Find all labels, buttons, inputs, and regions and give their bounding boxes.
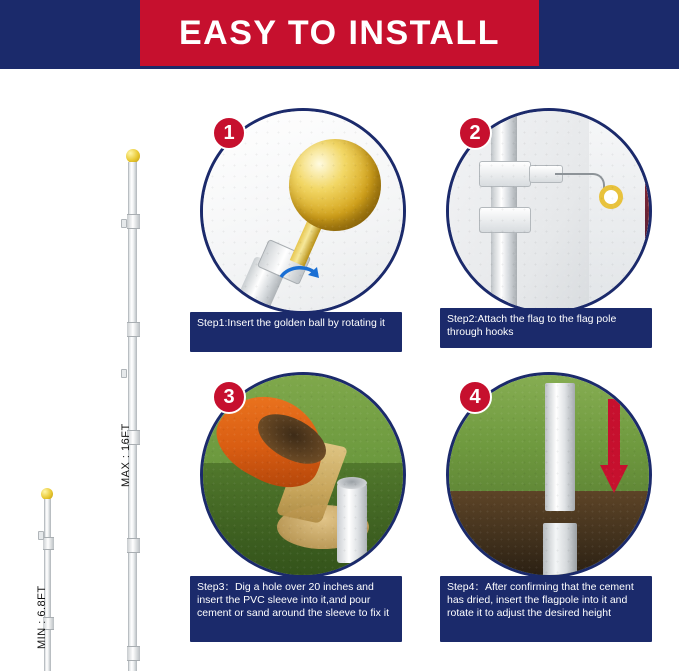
step-4-badge: 4 <box>458 380 492 414</box>
page-title: EASY TO INSTALL <box>179 13 500 52</box>
step-2-badge: 2 <box>458 116 492 150</box>
max-height-label: MAX : 16FT <box>120 423 132 487</box>
step-2-caption: Step2:Attach the flag to the flag pole through hooks <box>440 308 652 348</box>
rotate-arrow-icon <box>277 261 321 285</box>
step-1-badge: 1 <box>212 116 246 150</box>
gold-ball-icon-tall-pole <box>126 149 140 163</box>
pole-joint <box>127 646 140 661</box>
flag-clip-icon <box>121 219 127 228</box>
flag-clip-icon <box>121 369 127 378</box>
pole-joint <box>43 537 54 550</box>
pole-joint <box>127 538 140 553</box>
min-height-label: MIN : 6.8FT <box>36 585 48 649</box>
step-3-badge: 3 <box>212 380 246 414</box>
product-dimension-diagram <box>0 69 200 671</box>
flagpole-max-height <box>128 162 137 671</box>
step-4-caption: Step4：After confirming that the cement has dried, insert the flagpole into it and rotate it to adjust the desired height <box>440 576 652 642</box>
step-1-caption: Step1:Insert the golden ball by rotating it <box>190 312 402 352</box>
pole-joint <box>127 214 140 229</box>
step-3-caption: Step3：Dig a hole over 20 inches and insert the PVC sleeve into it,and pour cement or sand around the sleeve to fix it <box>190 576 402 642</box>
flag-clip-icon <box>38 531 44 540</box>
pole-joint <box>127 322 140 337</box>
